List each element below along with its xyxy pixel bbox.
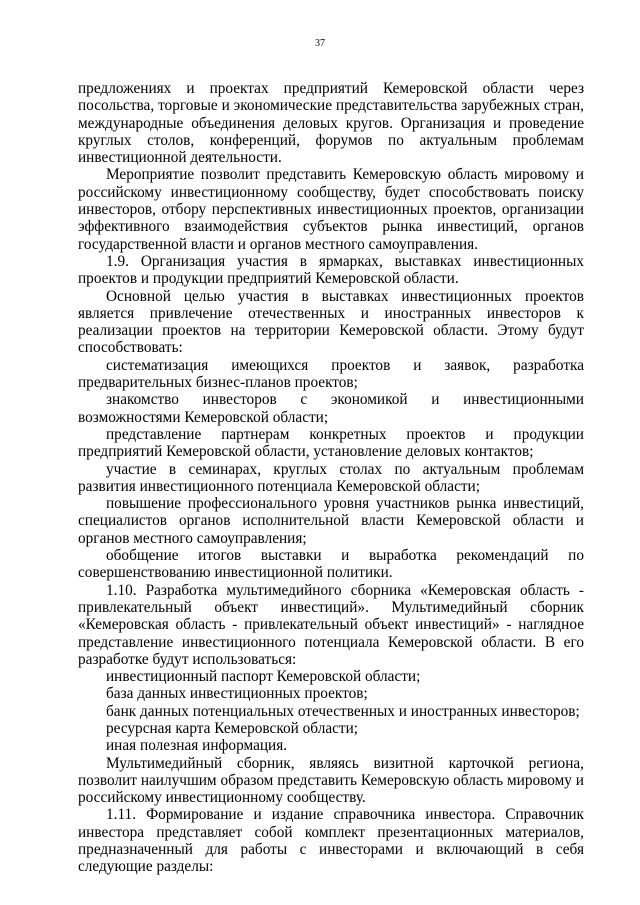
list-item: обобщение итогов выставки и выработка рекомендаций по совершенствованию инвестиционной политики. [78,547,584,582]
paragraph-multimedia-summary: Мультимедийный сборник, являясь визитной карточкой региона, позволит наилучшим образом представить Кемеровскую область мировому и российскому инвестиционному сообществу. [78,754,584,807]
list-item: систематизация имеющихся проектов и заявок, разработка предварительных бизнес-планов проектов; [78,356,584,392]
paragraph-section-1-10: 1.10. Разработка мультимедийного сборника «Кемеровская область - привлекательный объект инвестиций». Мультимедийный сборник «Кемеровская область - привлекательный объект инвестиций» - наглядное представление инвестиционного потенциала Кемеровской области. В его разработке будут использоваться: [78,581,584,668]
paragraph-section-1-9: 1.9. Организация участия в ярмарках, выставках инвестиционных проектов и продукции предприятий Кемеровской области. [78,252,584,288]
list-item: представление партнерам конкретных проектов и продукции предприятий Кемеровской области, установление деловых контактов; [78,425,584,461]
list-item: ресурсная карта Кемеровской области; [106,719,359,737]
list-item: банк данных потенциальных отечественных и иностранных инвесторов; [106,702,580,720]
paragraph-exhibition-goal: Основной целью участия в выставках инвестиционных проектов является привлечение отечественных и иностранных инвесторов к реализации проектов на территории Кемеровской области. Этому будут способствовать: [78,287,584,357]
list-item: иная полезная информация. [106,737,288,755]
page-number: 37 [315,38,325,49]
paragraph-event-purpose: Мероприятие позволит представить Кемеровскую область мировому и российскому инвестиционному сообществу, будет способствовать поиску инвесторов, отбору перспективных инвестиционных проектов, организации эффективного взаимодействия субъектов рынка инвестиций, органов государственной власти и органов местного самоуправления. [78,166,584,253]
paragraph-continuation: предложениях и проектах предприятий Кемеровской области через посольства, торговые и экономические представительства зарубежных стран, международные объединения деловых кругов. Организация и проведение круглых столов, конференций, форумов по актуальным проблемам инвестиционной деятельности. [78,80,584,167]
document-body [78,80,584,876]
list-item: знакомство инвесторов с экономикой и инвестиционными возможностями Кемеровской области; [78,391,584,426]
list-item: повышение профессионального уровня участников рынка инвестиций, специалистов органов исполнительной власти Кемеровской области и органов местного самоуправления; [78,495,584,547]
list-item: инвестиционный паспорт Кемеровской области; [106,668,421,686]
list-item: база данных инвестиционных проектов; [106,685,368,703]
paragraph-section-1-11: 1.11. Формирование и издание справочника инвестора. Справочник инвестора представляет собой комплект презентационных материалов, предназначенный для работы с инвесторами и включающий в себя следующие разделы: [78,806,584,876]
list-item: участие в семинарах, круглых столах по актуальным проблемам развития инвестиционного потенциала Кемеровской области; [78,460,584,495]
